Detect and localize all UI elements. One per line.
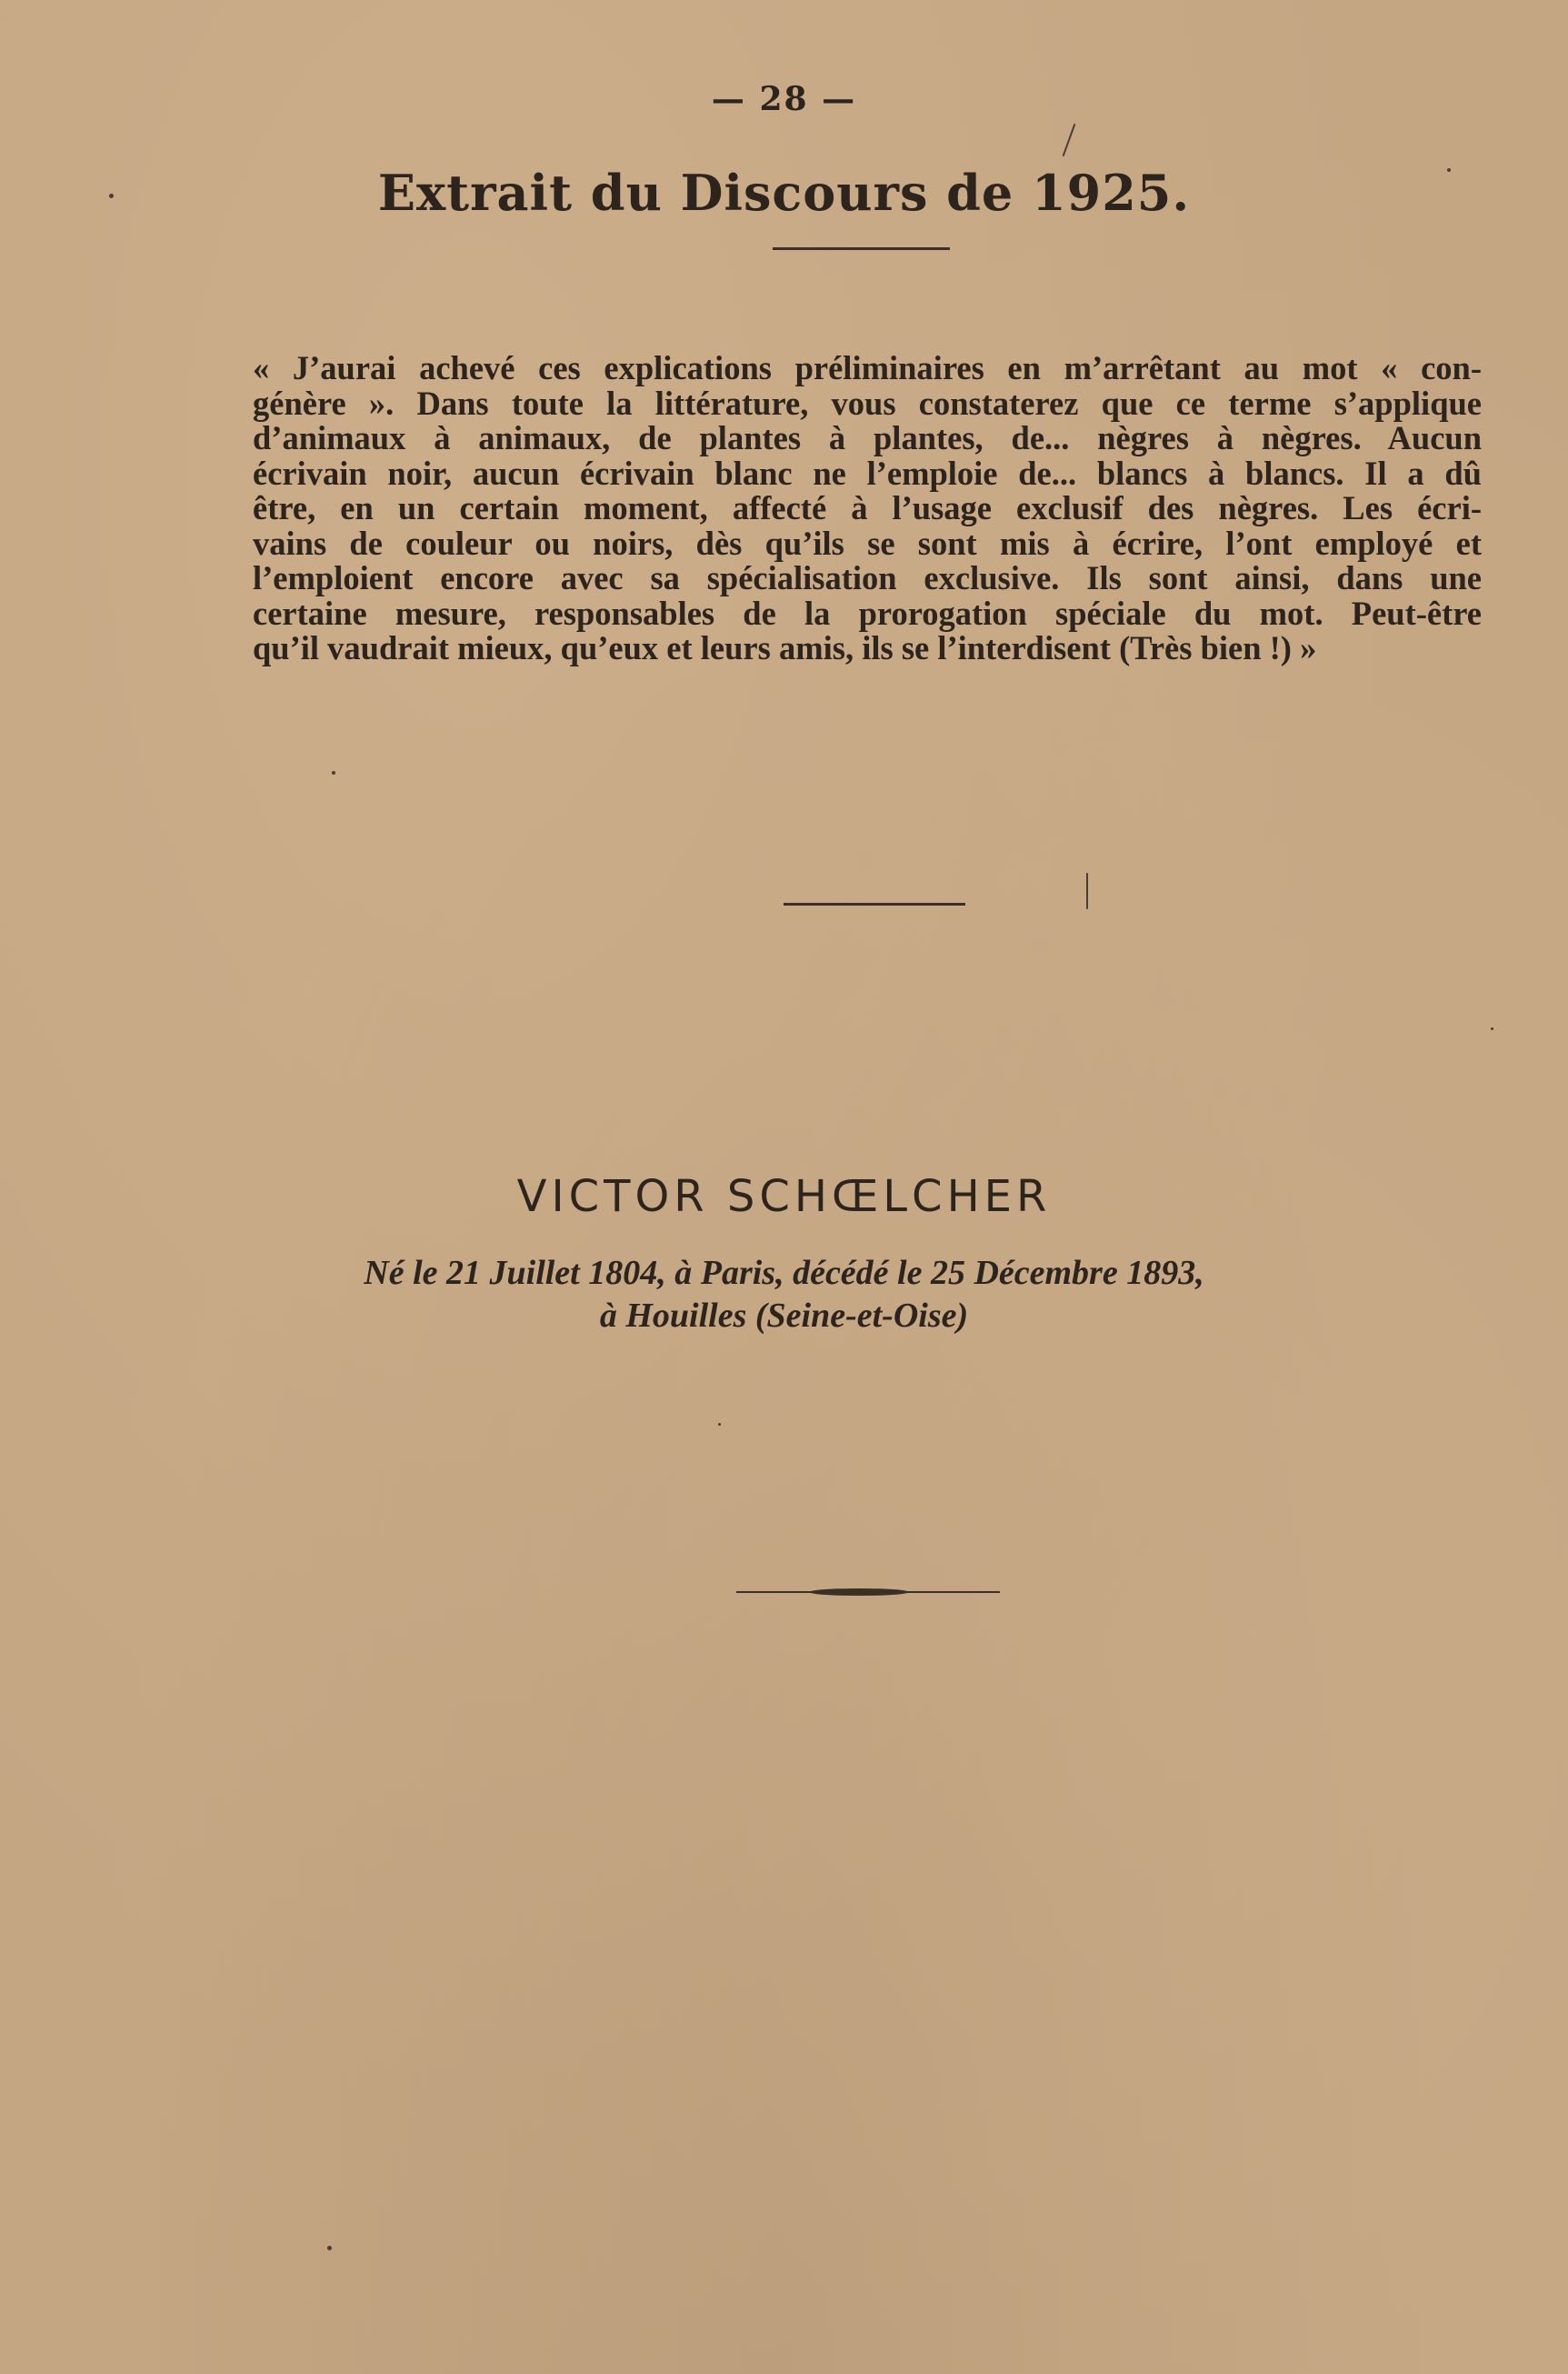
quote-line: vains de couleur ou noirs, dès qu’ils se sont mis à écrire, l’ont employé et bbox=[253, 524, 1482, 562]
paper-speck bbox=[718, 1423, 721, 1426]
quote-line: « J’aurai achevé ces explications préliminaires en m’arrêtant au mot « con- bbox=[253, 349, 1482, 386]
speech-quote bbox=[253, 351, 1482, 666]
paper-speck bbox=[1447, 168, 1451, 172]
heading-divider bbox=[773, 247, 950, 250]
ornamental-divider bbox=[736, 1591, 1000, 1593]
death-place-line: à Houilles (Seine-et-Oise) bbox=[599, 1297, 969, 1335]
quote-line: d’animaux à animaux, de plantes à plantes, de... nègres à nègres. Aucun bbox=[253, 419, 1482, 456]
quote-line: l’emploient encore avec sa spécialisation exclusive. Ils sont ainsi, dans une bbox=[253, 559, 1482, 596]
quote-line: génère ». Dans toute la littérature, vous constaterez que ce terme s’applique bbox=[253, 384, 1482, 422]
birth-death-line: Né le 21 Juillet 1804, à Paris, décédé le 25 Décembre 1893, bbox=[364, 1254, 1204, 1292]
paper-speck bbox=[1086, 873, 1088, 909]
quote-line: certaine mesure, responsables de la prorogation spéciale du mot. Peut-être bbox=[253, 594, 1482, 632]
quote-line: écrivain noir, aucun écrivain blanc ne l’emploie de... blancs à blancs. Il a dû bbox=[253, 454, 1482, 492]
section-divider bbox=[784, 903, 965, 906]
quote-line: qu’il vaudrait mieux, qu’eux et leurs amis, ils se l’interdisent (Très bien !) » bbox=[253, 629, 1317, 666]
section-heading: Extrait du Discours de 1925. bbox=[377, 164, 1191, 222]
paper-speck bbox=[1063, 124, 1076, 156]
paper-speck bbox=[109, 194, 114, 198]
paper-speck bbox=[1491, 1027, 1493, 1030]
paper-speck bbox=[332, 771, 335, 775]
page-number: — 28 — bbox=[711, 80, 857, 118]
paper-speck bbox=[327, 2246, 332, 2250]
person-name: VICTOR SCHŒLCHER bbox=[516, 1171, 1052, 1222]
quote-line: être, en un certain moment, affecté à l’usage exclusif des nègres. Les écri- bbox=[253, 489, 1482, 526]
